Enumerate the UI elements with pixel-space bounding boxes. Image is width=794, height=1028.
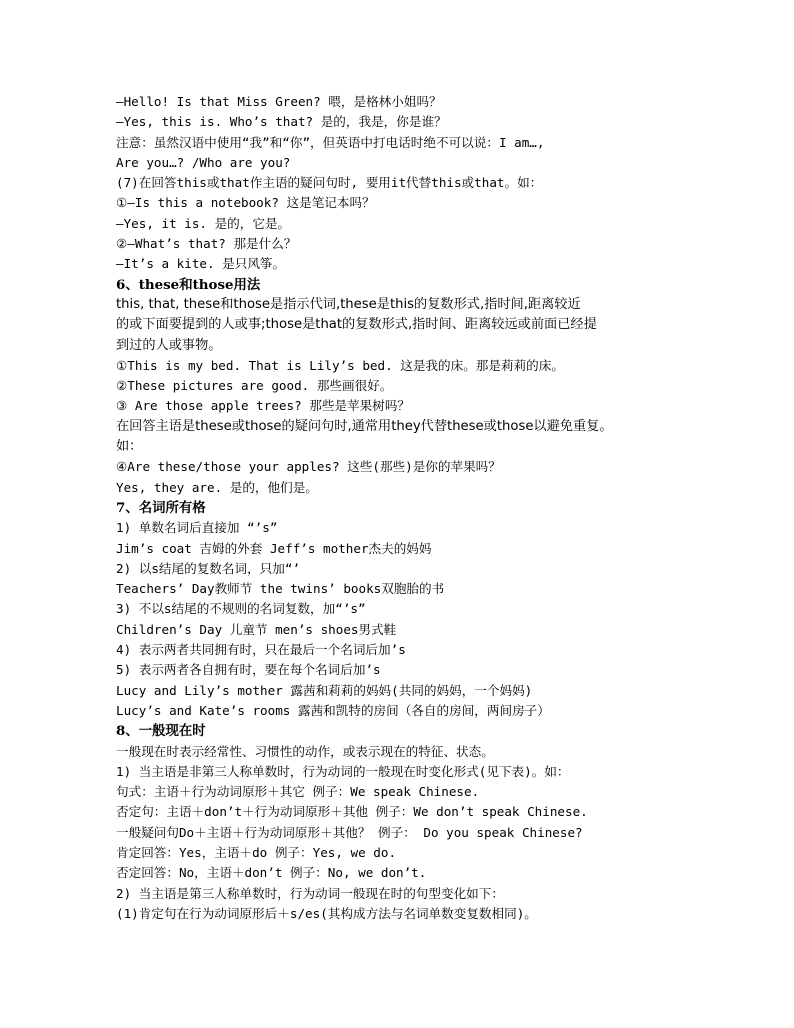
text-line: —Hello! Is that Miss Green? 喂，是格林小姐吗？ [116,94,442,109]
text-line: Lucy’s and Kate’s rooms 露茜和凯特的房间（各自的房间，两间房子） [116,702,550,718]
text-line: 2) 当主语是第三人称单数时，行为动词一般现在时的句型变化如下： [116,885,504,901]
text-line: 句式：主语＋行为动词原形＋其它 例子：We speak Chinese. [116,784,480,800]
text-line: 的或下面要提到的人或事;those是that的复数形式,指时间、距离较远或前面已经提 [116,317,597,333]
text-line: ④Are these/those your apples? 这些(那些)是你的苹果吗？ [116,459,501,475]
section-heading: 7、名词所有格 [116,499,206,516]
text-line: ①—Is this a notebook? 这是笔记本吗？ [116,195,375,211]
text-line: 1) 当主语是非第三人称单数时，行为动词的一般现在时变化形式(见下表)。如： [116,763,570,779]
text-line: 一般现在时表示经常性、习惯性的动作，或表示现在的特征、状态。 [116,743,494,759]
section-heading: 8、一般现在时 [116,723,206,740]
section-heading: 6、these和those用法 [116,276,261,293]
text-line: 3) 不以s结尾的不规则的名词复数，加“’s” [116,601,366,617]
text-line: (7)在回答this或that作主语的疑问句时, 要用it代替this或that。如： [116,175,543,191]
text-line: 在回答主语是these或those的疑问句时,通常用they代替these或those以避免重复。 [116,418,613,434]
text-line: 否定回答：No，主语＋don’t 例子：No, we don’t. [116,865,427,881]
text-line: 到过的人或事物。 [116,337,222,353]
text-line: ②—What’s that? 那是什么？ [116,236,297,252]
text-line: Jim’s coat 吉姆的外套 Jeff’s mother杰夫的妈妈 [116,540,432,556]
text-line: Are you…? /Who are you? [116,154,291,170]
text-line: 2) 以s结尾的复数名词，只加“’ [116,560,301,576]
text-line: ①This is my bed. That is Lily’s bed. 这是我的床。那是莉莉的床。 [116,357,564,373]
text-line: this, that, these和those是指示代词,these是this的复数形式,指时间,距离较近 [116,296,581,312]
text-line: ③ Are those apple trees? 那些是苹果树吗？ [116,398,411,414]
text-line: 如： [116,439,143,455]
text-line: 注意：虽然汉语中使用“我”和“你”，但英语中打电话时绝不可以说：I am…, [116,134,545,150]
text-line: Yes, they are. 是的，他们是。 [116,479,318,495]
text-line: 5) 表示两者各自拥有时，要在每个名词后加’s [116,662,381,678]
text-line: Children’s Day 儿童节 men’s shoes男式鞋 [116,621,397,637]
text-line: —Yes, this is. Who’s that? 是的，我是，你是谁？ [116,114,447,130]
text-line: —It’s a kite. 是只风筝。 [116,256,286,272]
text-line: (1)肯定句在行为动词原形后＋s/es(其构成方法与名词单数变复数相同)。 [116,905,537,921]
text-line: 否定句：主语＋don’t＋行为动词原形＋其他 例子：We don’t speak Chinese. [116,804,588,820]
text-line: Lucy and Lily’s mother 露茜和莉莉的妈妈(共同的妈妈，一个妈妈) [116,682,533,698]
text-line: 4) 表示两者共同拥有时，只在最后一个名词后加’s [116,642,406,658]
text-line: 肯定回答：Yes，主语＋do 例子：Yes, we do. [116,844,397,860]
document-page [116,92,686,924]
text-line: —Yes, it is. 是的，它是。 [116,215,291,231]
text-line: ②These pictures are good. 那些画很好。 [116,378,393,394]
text-line: Teachers’ Day教师节 the twins’ books双胞胎的书 [116,581,445,597]
text-line: 1) 单数名词后直接加 “’s” [116,520,278,536]
text-line: 一般疑问句Do＋主语＋行为动词原形＋其他？ 例子： Do you speak Chinese? [116,824,583,840]
